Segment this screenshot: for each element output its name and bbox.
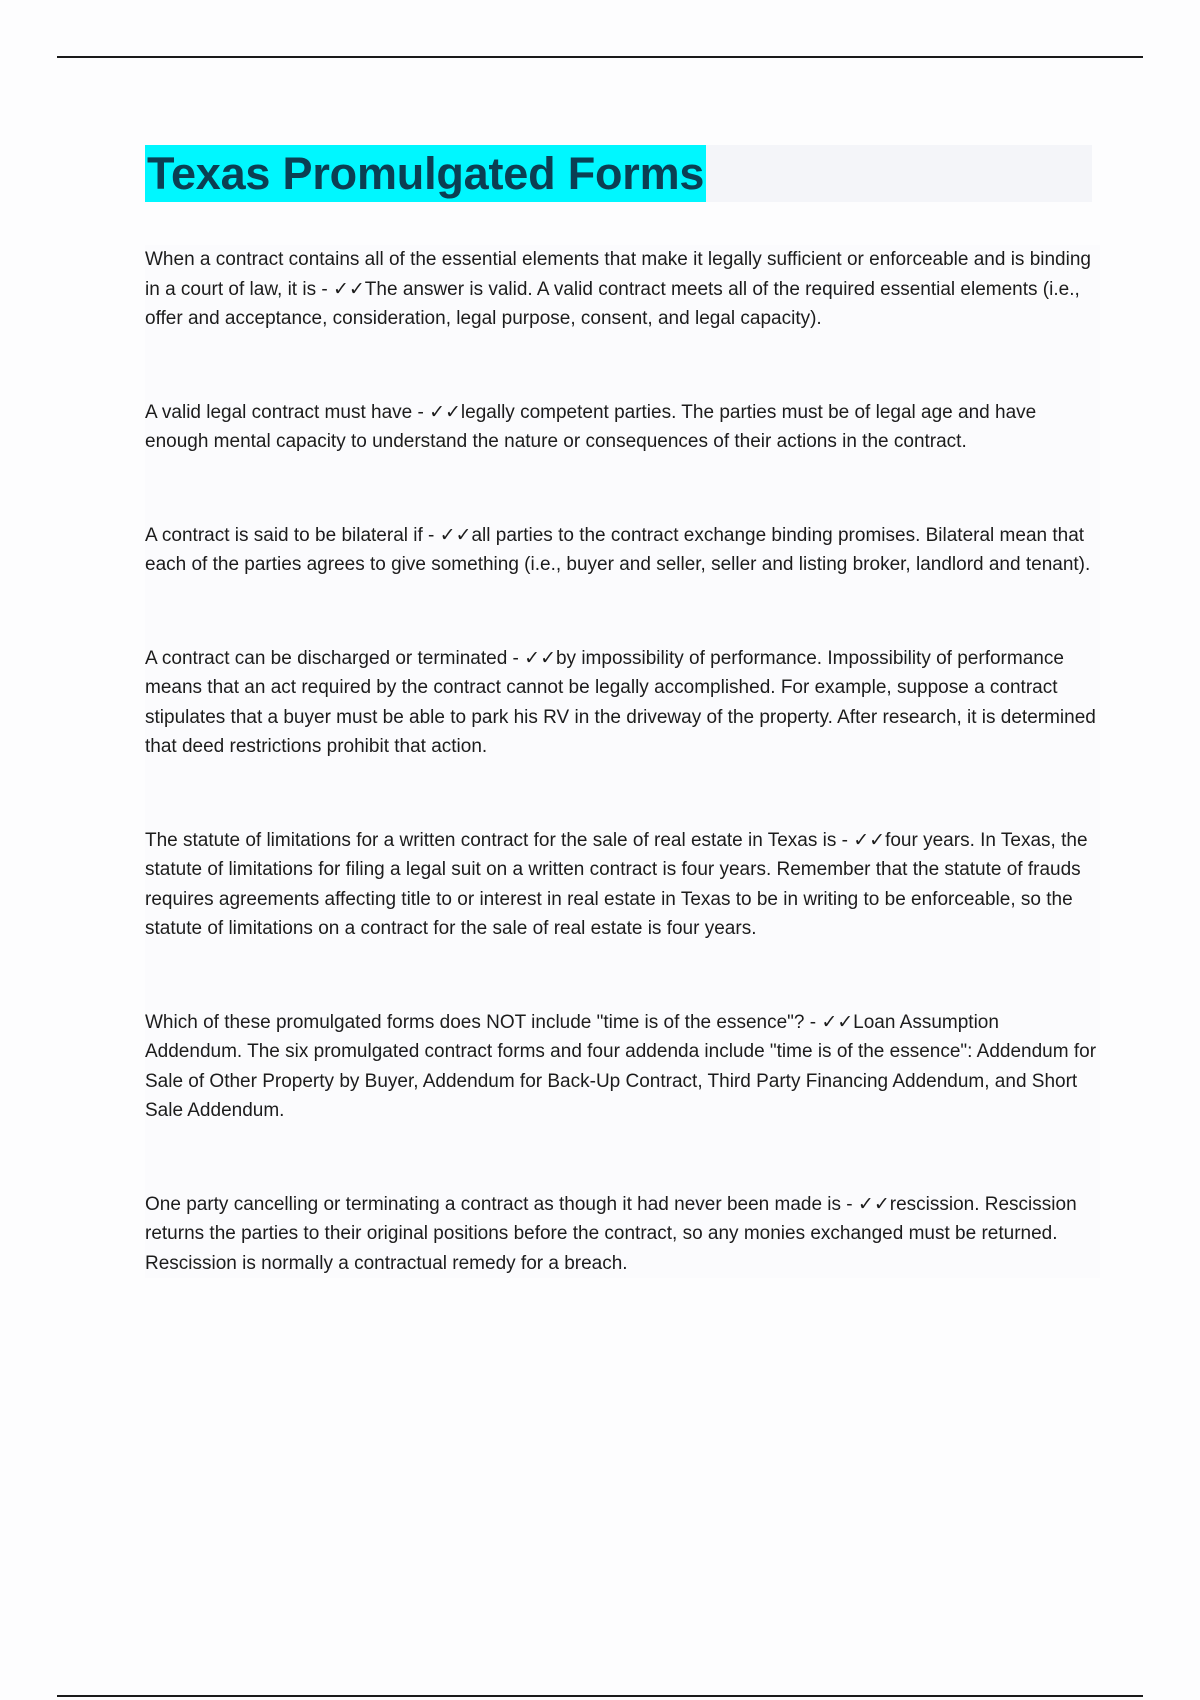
bottom-rule: [57, 1695, 1143, 1697]
qa-item-6: Which of these promulgated forms does NOT include "time is of the essence"? - ✓✓Loan Assumption Addendum. The six promulgated contract forms and four addenda include "time is of the essence": Addendum for Sale of Other Property by Buyer, Addendum for Back-Up Contract, Third Party Financing Addendum, and Short Sale Addendum.: [145, 1011, 1097, 1121]
qa-item-4: A contract can be discharged or terminated - ✓✓by impossibility of performance. Impossibility of performance means that an act required by the contract cannot be legally accomplished. For example, suppose a contract stipulates that a buyer must be able to park his RV in the driveway of the property. After research, it is determined that deed restrictions prohibit that action.: [145, 647, 1096, 757]
qa-list: [145, 245, 1100, 1278]
qa-item-1: When a contract contains all of the essential elements that make it legally sufficient or enforceable and is binding in a court of law, it is - ✓✓The answer is valid. A valid contract meets all of the required essential elements (i.e., offer and acceptance, consideration, legal purpose, consent, and legal capacity).: [145, 249, 1091, 329]
document-title: Texas Promulgated Forms: [147, 148, 705, 199]
qa-item-2: A valid legal contract must have - ✓✓legally competent parties. The parties must be of legal age and have enough mental capacity to understand the nature or consequences of their actions in the contract.: [145, 401, 1037, 452]
title-highlight: [145, 145, 706, 202]
qa-item-7: One party cancelling or terminating a contract as though it had never been made is - ✓✓rescission. Rescission returns the parties to their original positions before the contract, so any monies exchanged must be returned. Rescission is normally a contractual remedy for a breach.: [145, 1193, 1077, 1274]
qa-item-5: The statute of limitations for a written contract for the sale of real estate in Texas is - ✓✓four years. In Texas, the statute of limitations for filing a legal suit on a written contract is four years. Remember that the statute of frauds requires agreements affecting title to or interest in real estate in Texas to be in writing to be enforceable, so the statute of limitations on a contract for the sale of real estate is four years.: [145, 829, 1088, 939]
qa-item-3: A contract is said to be bilateral if - ✓✓all parties to the contract exchange binding promises. Bilateral mean that each of the parties agrees to give something (i.e., buyer and seller, seller and listing broker, landlord and tenant).: [145, 524, 1091, 575]
top-rule: [57, 56, 1143, 58]
